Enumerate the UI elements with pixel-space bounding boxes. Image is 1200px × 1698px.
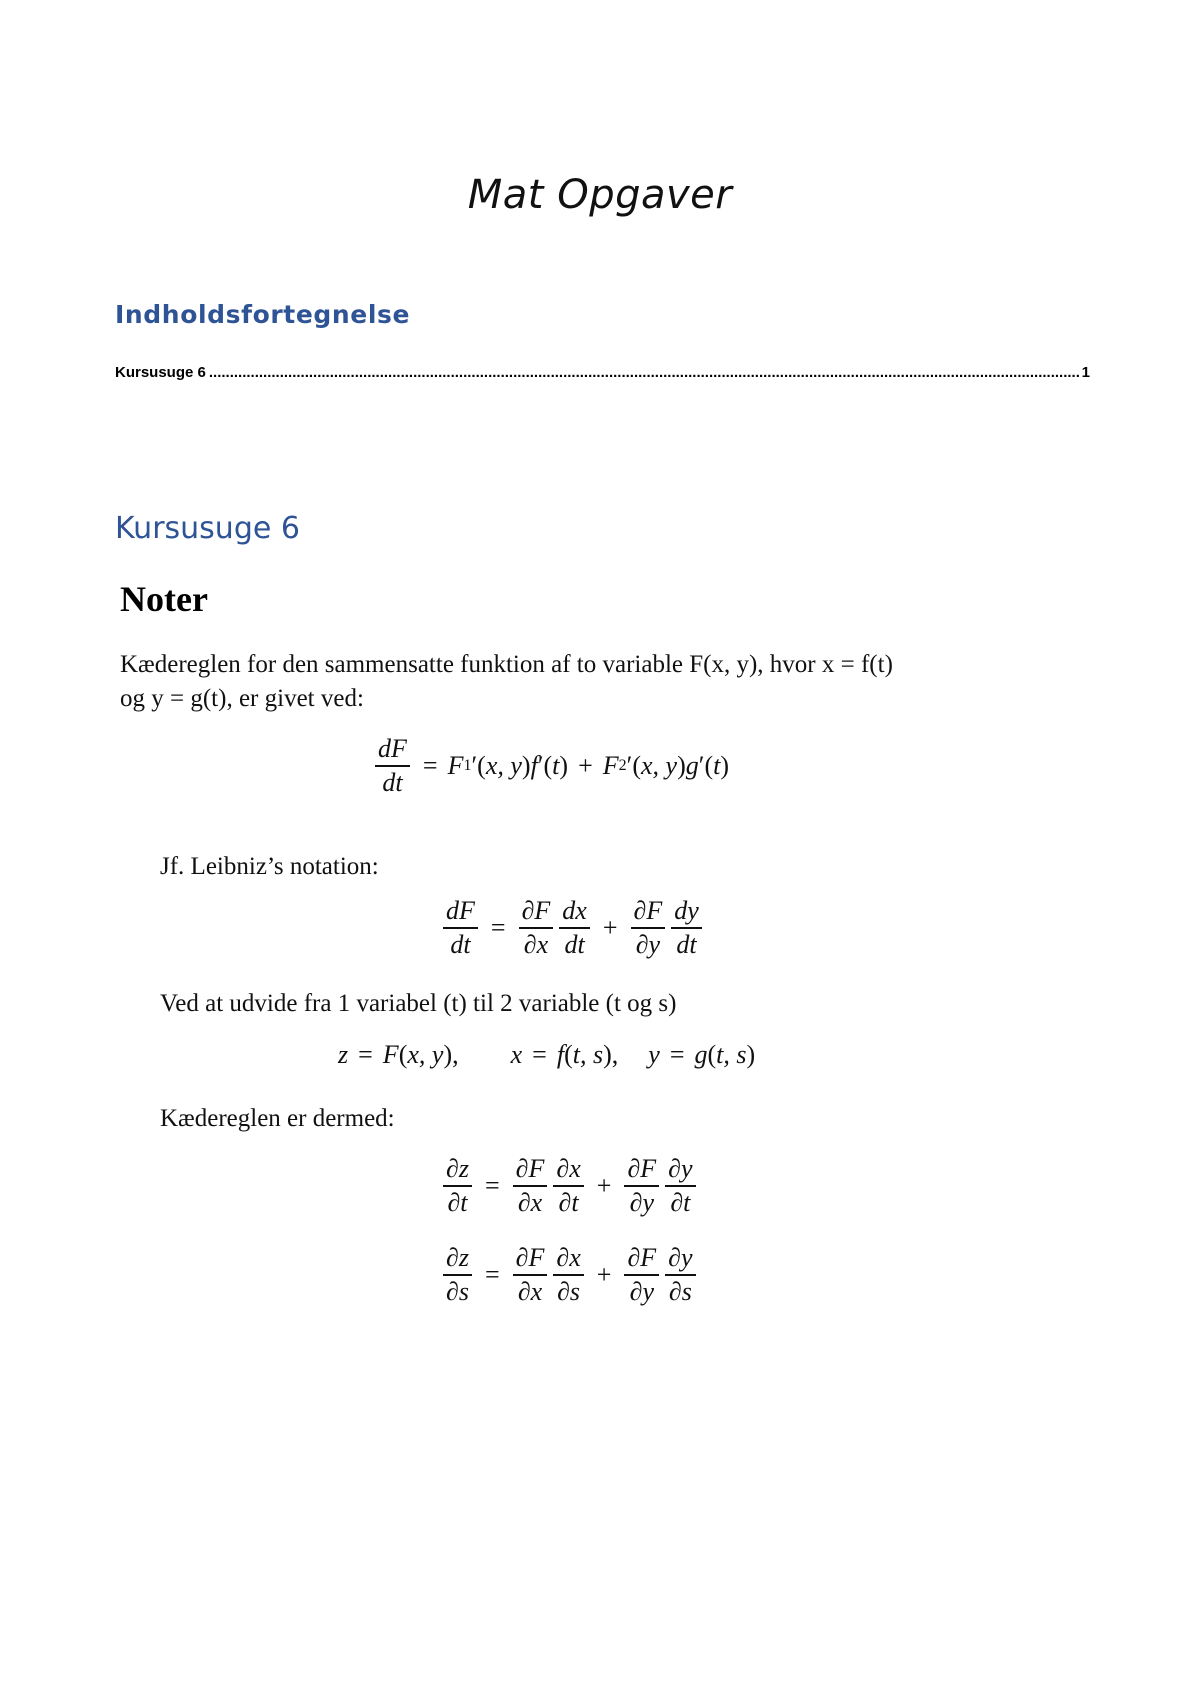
toc-heading: Indholdsfortegnelse: [115, 300, 411, 329]
paragraph-chain-rule-line2: og y = g(t), er givet ved:: [120, 685, 364, 712]
paragraph-leibniz: Jf. Leibniz’s notation:: [160, 853, 379, 880]
equation-partial-s: $\frac{\partial z}{\partial s}$ = $\frac{\partial F}{\partial x}$ $\frac{\partial x}{\partial s}$ + $\frac{\partial F}{\partial y}$ $\frac{\partial y}{\partial s}$: [440, 1242, 699, 1308]
paragraph-chain-rule-result: Kædereglen er dermed:: [160, 1105, 395, 1132]
toc-entry-page: 1: [1081, 364, 1090, 381]
document-title: Mat Opgaver: [467, 172, 733, 218]
notes-title: Noter: [120, 579, 208, 619]
fraction-dF-dt: $\frac{dF}{dt}$: [375, 733, 410, 799]
equation-partial-t: $\frac{\partial z}{\partial t}$ = $\frac{\partial F}{\partial x}$ $\frac{\partial x}{\partial t}$ + $\frac{\partial F}{\partial y}$ $\frac{\partial y}{\partial t}$: [440, 1153, 699, 1219]
equation-leibniz: $\frac{dF}{dt}$ = $\frac{\partial F}{\partial x}$ $\frac{dx}{dt}$ + $\frac{\partial F}{\partial y}$ $\frac{dy}{dt}$: [440, 895, 705, 961]
toc-entry-label[interactable]: Kursusuge 6: [115, 364, 206, 381]
paragraph-chain-rule-line1: Kædereglen for den sammensatte funktion af to variable F(x, y), hvor x = f(t): [120, 651, 893, 678]
section-heading: Kursusuge 6: [115, 511, 300, 546]
paragraph-extend-variables: Ved at udvide fra 1 variabel (t) til 2 variable (t og s): [160, 990, 677, 1017]
equation-definitions: z = F ( x, y ), x = f ( t, s ), y = g ( t, s ): [338, 1040, 756, 1069]
equation-chain-rule: $\frac{dF}{dt}$ = F 1 ′( x, y ) f ′( t ) + F 2 ′( x, y ) g ′( t ): [372, 733, 729, 799]
